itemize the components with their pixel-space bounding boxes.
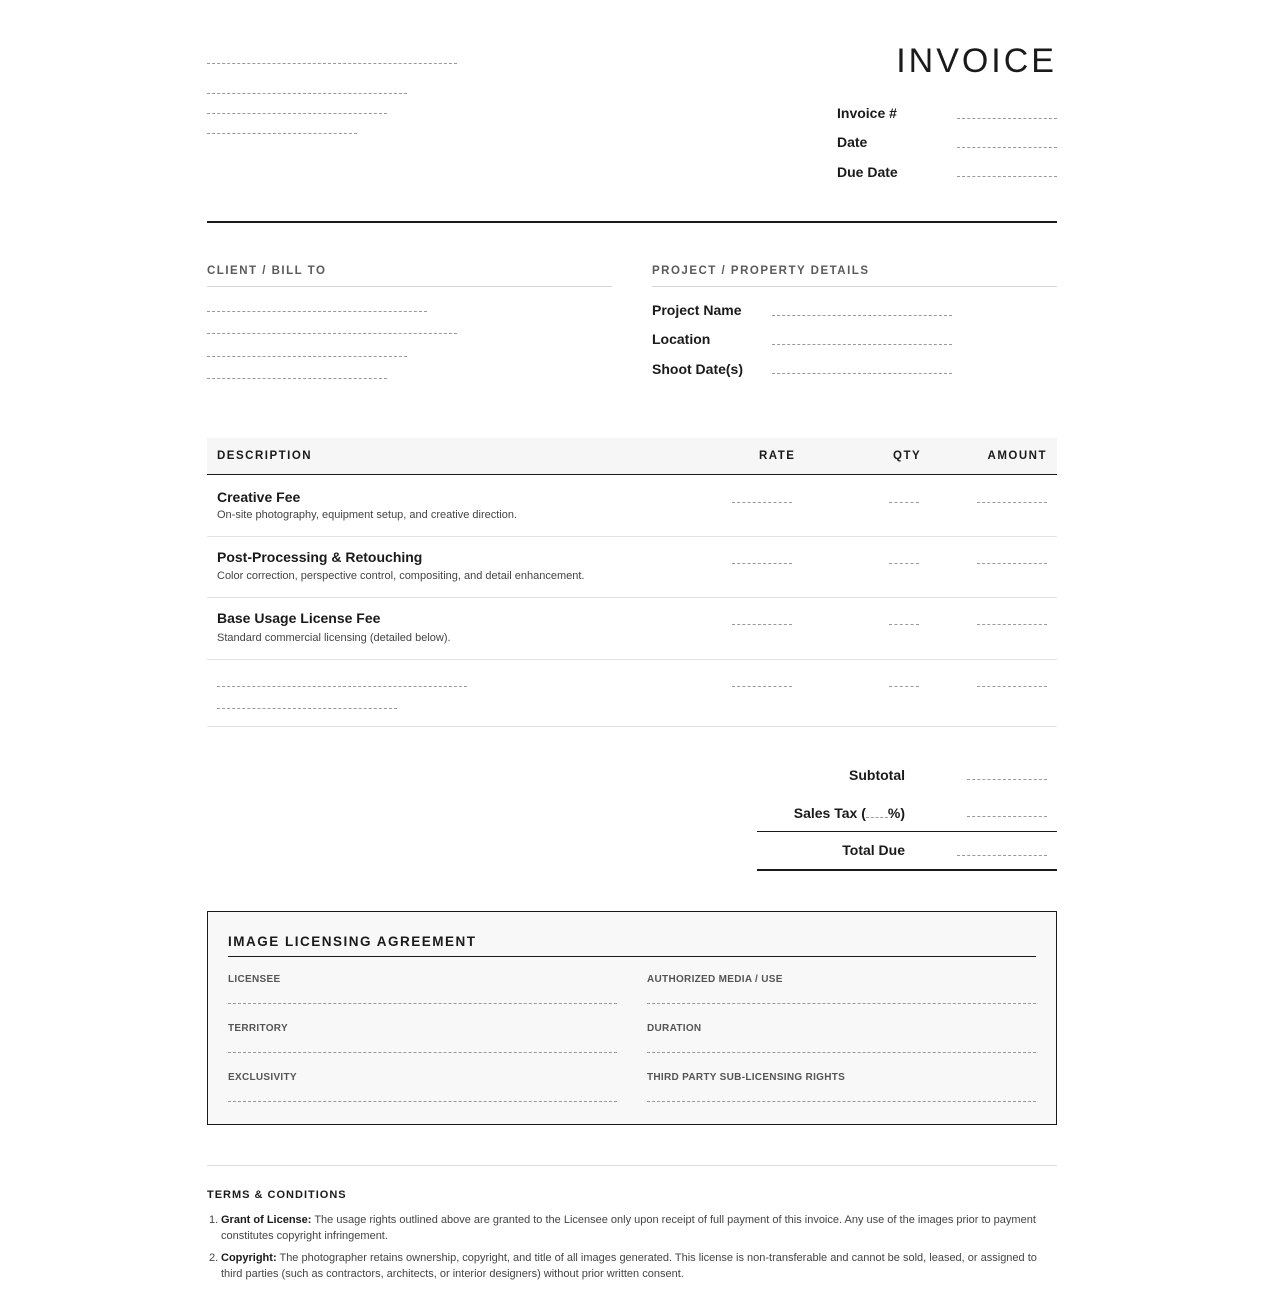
line-item-qty-field[interactable] (889, 686, 919, 687)
invoice-page (207, 0, 1057, 1296)
term-text: The usage rights outlined above are granted to the Licensee only upon receipt of full payment of this invoice. Any use of the images prior to payment constitutes copyright infringement. (221, 1214, 1036, 1242)
line-item-row (207, 537, 1057, 598)
line-item-row (207, 598, 1057, 660)
sales-tax-field[interactable] (967, 816, 1047, 817)
shoot-dates-label: Shoot Date(s) (652, 361, 743, 377)
sender-city-field[interactable] (207, 113, 387, 114)
term-number: 2. (209, 1252, 219, 1264)
term-text: The photographer retains ownership, copyright, and title of all images generated. This license is non-transferable and cannot be sold, leased, or assigned to third parties (such as contractors, architects, or interior designers) without prior written consent. (221, 1252, 1037, 1280)
sublicensing-field[interactable] (647, 1101, 1036, 1102)
term-item (207, 1212, 1057, 1246)
col-description: DESCRIPTION (217, 450, 313, 462)
total-due-label: Total Due (842, 842, 905, 858)
authorized-media-label: AUTHORIZED MEDIA / USE (647, 974, 783, 985)
line-item-description: Standard commercial licensing (detailed below). (217, 632, 451, 644)
client-address-field[interactable] (207, 356, 407, 357)
sublicensing-label: THIRD PARTY SUB-LICENSING RIGHTS (647, 1072, 846, 1083)
territory-field[interactable] (228, 1052, 617, 1053)
licensee-field[interactable] (228, 1003, 617, 1004)
terms-divider (207, 1165, 1057, 1166)
line-items-header (207, 438, 1057, 475)
col-rate: RATE (759, 450, 796, 462)
line-item-name: Creative Fee (217, 489, 301, 505)
line-item-name: Post-Processing & Retouching (217, 549, 423, 565)
invoice-number-label: Invoice # (837, 105, 897, 121)
territory-label: TERRITORY (228, 1023, 288, 1034)
client-heading: CLIENT / BILL TO (207, 265, 327, 277)
project-heading-rule (652, 286, 1057, 287)
line-item-amount-field[interactable] (977, 624, 1047, 625)
duration-field[interactable] (647, 1052, 1036, 1053)
line-item-rate-field[interactable] (732, 563, 792, 564)
term-body (221, 1212, 1046, 1244)
sales-tax-label-suffix: %) (887, 805, 905, 821)
totals-divider (757, 831, 1057, 832)
client-name-field[interactable] (207, 311, 427, 312)
authorized-media-field[interactable] (647, 1003, 1036, 1004)
line-item-qty-field[interactable] (889, 624, 919, 625)
blank-item-description-field[interactable] (217, 708, 397, 709)
tax-rate-field[interactable] (866, 807, 888, 818)
term-body (221, 1250, 1046, 1282)
location-field[interactable] (772, 344, 952, 345)
licensee-label: LICENSEE (228, 974, 281, 985)
project-name-field[interactable] (772, 315, 952, 316)
location-label: Location (652, 331, 711, 347)
line-item-amount-field[interactable] (977, 502, 1047, 503)
invoice-date-field[interactable] (957, 147, 1057, 148)
line-item-amount-field[interactable] (977, 686, 1047, 687)
subtotal-field[interactable] (967, 779, 1047, 780)
sender-contact-field[interactable] (207, 133, 357, 134)
blank-line-item-row (207, 660, 1057, 727)
line-item-qty-field[interactable] (889, 563, 919, 564)
line-item-rate-field[interactable] (732, 502, 792, 503)
invoice-number-field[interactable] (957, 118, 1057, 119)
licensing-agreement-box (207, 911, 1057, 1125)
licensing-title: IMAGE LICENSING AGREEMENT (228, 934, 477, 949)
line-item-rate-field[interactable] (732, 686, 792, 687)
term-number: 1. (209, 1214, 219, 1226)
due-date-field[interactable] (957, 176, 1057, 177)
total-due-field[interactable] (957, 855, 1047, 856)
sender-name-field[interactable] (207, 63, 457, 64)
licensing-title-rule (228, 956, 1036, 957)
term-title: Grant of License: (221, 1214, 312, 1226)
sales-tax-label (794, 805, 905, 821)
sales-tax-label-prefix: Sales Tax ( (793, 805, 866, 821)
blank-item-name-field[interactable] (217, 686, 467, 687)
client-heading-rule (207, 286, 612, 287)
line-item-description: On-site photography, equipment setup, and creative direction. (217, 509, 518, 521)
client-company-field[interactable] (207, 333, 457, 334)
invoice-title: INVOICE (896, 42, 1057, 80)
line-item-description: Color correction, perspective control, compositing, and detail enhancement. (217, 570, 585, 582)
line-item-rate-field[interactable] (732, 624, 792, 625)
due-date-label: Due Date (837, 164, 898, 180)
totals-bottom-rule (757, 869, 1057, 871)
col-qty: QTY (893, 450, 922, 462)
col-amount: AMOUNT (987, 450, 1047, 462)
shoot-dates-field[interactable] (772, 373, 952, 374)
term-title: Copyright: (221, 1252, 277, 1264)
subtotal-label: Subtotal (849, 767, 905, 783)
terms-heading: TERMS & CONDITIONS (207, 1189, 347, 1201)
line-item-amount-field[interactable] (977, 563, 1047, 564)
project-name-label: Project Name (652, 302, 742, 318)
invoice-date-label: Date (837, 134, 868, 150)
line-item-row (207, 475, 1057, 537)
line-item-qty-field[interactable] (889, 502, 919, 503)
project-heading: PROJECT / PROPERTY DETAILS (652, 265, 870, 277)
sender-address-field[interactable] (207, 93, 407, 94)
exclusivity-field[interactable] (228, 1101, 617, 1102)
exclusivity-label: EXCLUSIVITY (228, 1072, 297, 1083)
term-item (207, 1250, 1057, 1284)
client-contact-field[interactable] (207, 378, 387, 379)
header-divider (207, 221, 1057, 223)
line-item-name: Base Usage License Fee (217, 610, 381, 626)
duration-label: DURATION (647, 1023, 702, 1034)
